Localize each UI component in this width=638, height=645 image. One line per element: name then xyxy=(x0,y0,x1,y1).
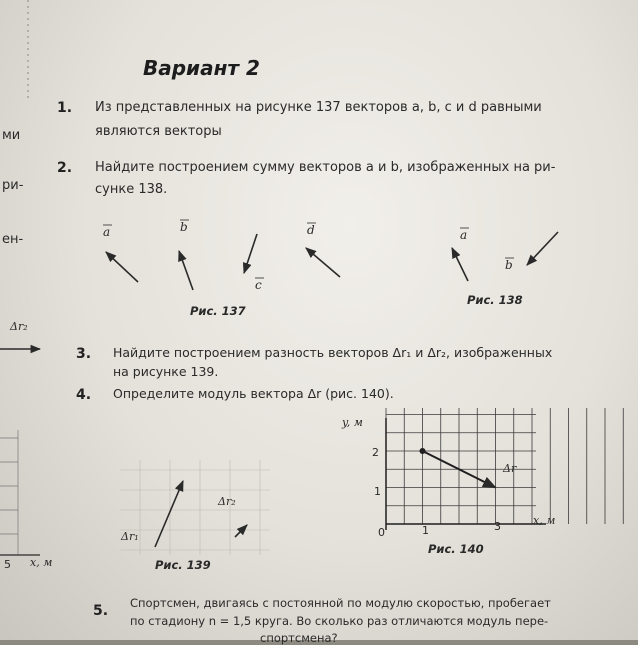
question-1-line-1: Из представленных на рисунке 137 векторов a, b, c и d равными xyxy=(95,100,542,115)
margin-axis-5: 5 xyxy=(4,558,11,571)
fig140-x-axis-label: x, м xyxy=(533,514,556,527)
margin-text-1: ми xyxy=(2,128,21,143)
fig138-caption: Рис. 138 xyxy=(467,293,523,307)
fig137-vector-d xyxy=(306,248,340,277)
fig139-caption: Рис. 139 xyxy=(155,558,211,572)
fig139-label-r1: Δr₁ xyxy=(121,530,139,543)
fig137-caption: Рис. 137 xyxy=(190,304,246,318)
fig140-vector-label: Δr xyxy=(503,462,517,475)
fig140-grid xyxy=(386,408,638,524)
question-5-number: 5. xyxy=(93,603,109,619)
question-4-line-1: Определите модуль вектора Δr (рис. 140). xyxy=(113,386,394,401)
question-5-line-3: спортсмена? xyxy=(260,631,338,645)
question-3-line-2: на рисунке 139. xyxy=(113,364,219,379)
fig140-y-tick-2: 2 xyxy=(372,446,379,459)
margin-vector-label: Δr₂ xyxy=(10,320,28,333)
fig139-label-r2: Δr₂ xyxy=(218,495,236,508)
fig138-vector-b xyxy=(527,232,558,265)
fig137-label-d: d xyxy=(307,223,315,237)
question-2-number: 2. xyxy=(57,160,73,176)
fig140-y-tick-1: 1 xyxy=(374,485,381,498)
margin-text-3: ен- xyxy=(2,232,24,247)
question-5-line-1: Спортсмен, двигаясь с постоянной по модулю скоростью, пробегает xyxy=(130,596,551,610)
fig139-vector-r2 xyxy=(235,525,247,537)
fig140-y-axis-label: y, м xyxy=(342,416,363,429)
margin-text-2: ри- xyxy=(2,178,24,193)
fig140-x-tick-0: 0 xyxy=(378,526,385,539)
fig139-vector-r1 xyxy=(155,481,183,547)
question-2-line-2: сунке 138. xyxy=(95,182,168,197)
fig137-label-a: a xyxy=(103,225,111,239)
question-4-number: 4. xyxy=(76,387,92,403)
question-1-line-2: являются векторы xyxy=(95,124,222,139)
fig137-vector-c xyxy=(244,234,257,273)
question-2-line-1: Найдите построением сумму векторов a и b, изображенных на ри- xyxy=(95,160,556,175)
margin-axis-x: x, м xyxy=(30,556,53,569)
fig138-label-b: b xyxy=(505,258,513,272)
fig140-caption: Рис. 140 xyxy=(428,542,484,556)
fig137-vector-b xyxy=(179,251,193,290)
fig137-label-b: b xyxy=(180,220,188,234)
question-3-line-1: Найдите построением разность векторов Δr₁ и Δr₂, изображенных xyxy=(113,345,553,360)
fig137-label-c: c xyxy=(255,278,262,292)
question-5-line-2: по стадиону n = 1,5 круга. Во сколько раз отличаются модуль пере- xyxy=(130,614,549,628)
fig140-x-tick-1: 1 xyxy=(422,524,429,537)
variant-title: Вариант 2 xyxy=(143,56,260,80)
fig137-vector-a xyxy=(106,252,138,282)
fig138-vector-a xyxy=(452,248,468,281)
margin-grid xyxy=(0,430,18,555)
fig139-grid xyxy=(120,460,270,555)
fig138-label-a: a xyxy=(460,228,468,242)
fig140-x-tick-3: 3 xyxy=(494,520,501,533)
question-1-number: 1. xyxy=(57,100,73,116)
question-3-number: 3. xyxy=(76,346,92,362)
fig140-vector-start-dot xyxy=(420,448,426,454)
